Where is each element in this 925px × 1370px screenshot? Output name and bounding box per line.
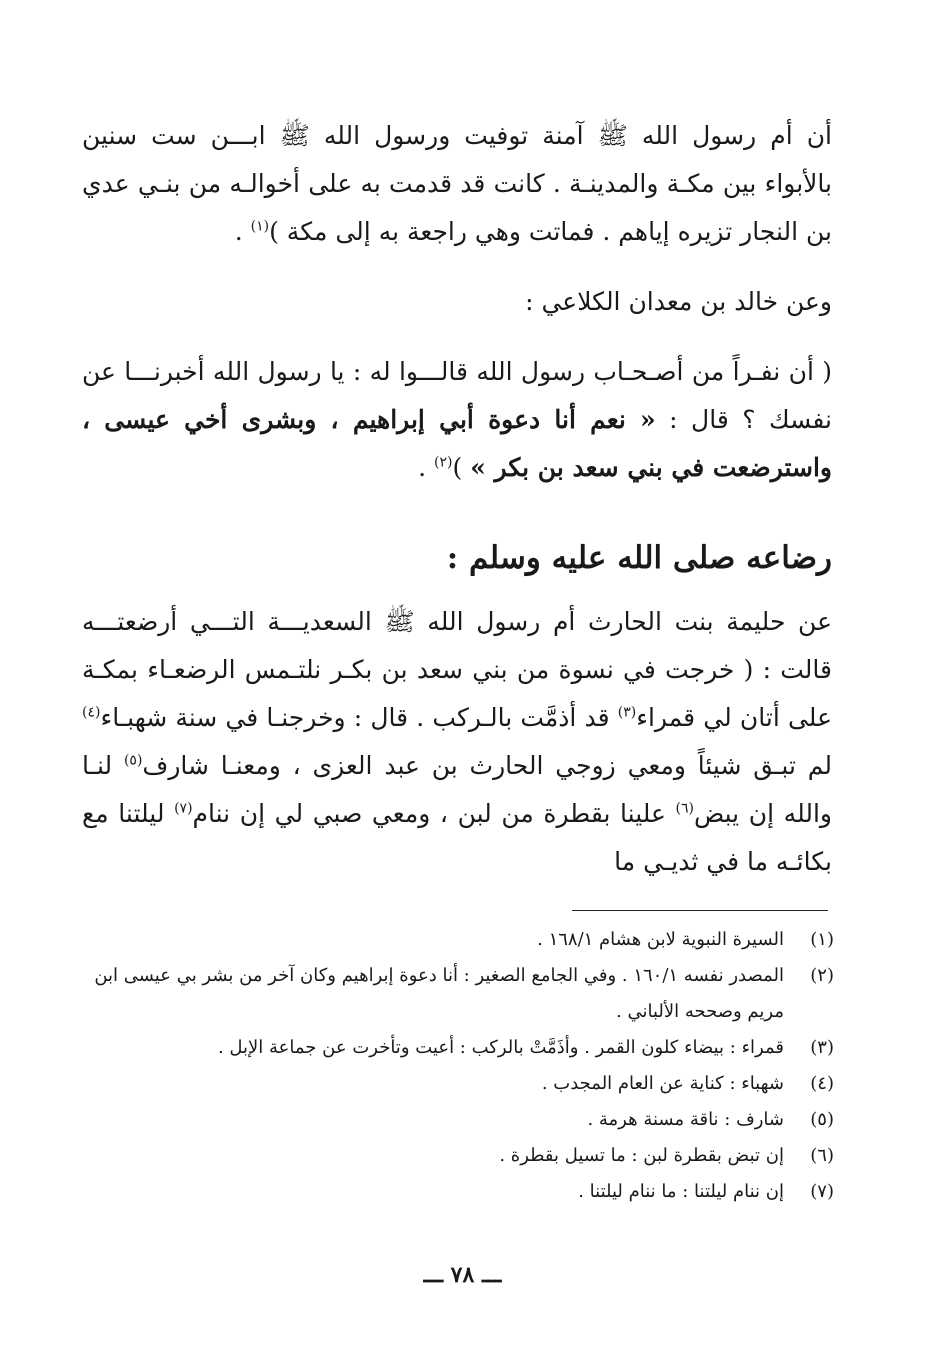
halima-text-c: لم تبـق شيئاً ومعي زوجي الحارث بن عبد العزى ، ومعنـا شارف — [142, 751, 832, 780]
halima-text-e: علينا بقطرة من لبن ، ومعي صبي لي إن ننام — [192, 799, 676, 828]
footnote-number: (٢) — [810, 965, 834, 986]
hadith-close: ) — [452, 453, 471, 482]
page-number: ـــ ٧٨ ـــ — [423, 1262, 502, 1288]
footnote-number: (٦) — [810, 1145, 834, 1166]
footnote-text: قمراء : بيضاء كلون القمر . وأذَمَّتْ بالركب : أعيت وتأخرت عن جماعة الإبل . — [217, 1037, 784, 1058]
footnote-number: (٧) — [810, 1181, 834, 1202]
footnote-4 — [82, 1066, 834, 1102]
footnote-7 — [82, 1174, 834, 1210]
footnote-ref-5[interactable]: (٥) — [123, 752, 143, 769]
footnote-ref-7[interactable]: (٧) — [174, 800, 193, 817]
footnote-number: (٥) — [810, 1109, 834, 1130]
paragraph-khalid-intro: وعن خالد بن معدان الكلاعي : — [525, 287, 832, 316]
footnote-divider — [572, 910, 828, 911]
footnote-text: إن ننام ليلتنا : ما ننام ليلتنا . — [578, 1181, 784, 1202]
footnote-text: السيرة النبوية لابن هشام ١٦٨/١ . — [537, 929, 784, 950]
footnote-3 — [82, 1030, 834, 1066]
hadith-text: ( أن نفـراً من أصـحـاب رسول الله قالـــوا له : يا رسول الله أخبرنـــا عن نفسك ؟ قال : — [82, 357, 832, 434]
footnote-5 — [82, 1102, 834, 1138]
footnote-ref-3[interactable]: (٣) — [617, 704, 637, 721]
paragraph-amina — [82, 112, 832, 256]
footnotes — [82, 922, 834, 1210]
halima-text-b: قد أذمَّت بالـركب . قال : وخرجنـا في سنة شهبـاء — [100, 703, 618, 732]
footnote-number: (٤) — [810, 1073, 834, 1094]
footnote-ref-2[interactable]: (٢) — [434, 454, 453, 471]
footnote-ref-1[interactable]: (١) — [250, 218, 270, 235]
paragraph-halima — [82, 598, 832, 886]
paragraph-amina-text: أن أم رسول الله ﷺ آمنة توفيت ورسول الله ﷺ ابـــن ست سنين بالأبواء بين مكـة والمدينـة . كانت قد قدمت به على أخوالـه من بنـي عدي بن النجار تزيره إياهم . فماتت وهي راجعة به إلى مكة ) — [82, 121, 832, 246]
footnote-6 — [82, 1138, 834, 1174]
footnote-text: شارف : ناقة مسنة هرمة . — [587, 1109, 784, 1130]
footnote-ref-6[interactable]: (٦) — [675, 800, 695, 817]
paragraph-amina-end: . — [234, 217, 251, 246]
footnote-text: إن تبض بقطرة لبن : ما تسيل بقطرة . — [499, 1145, 784, 1166]
footnote-2 — [82, 958, 834, 1030]
footnote-1 — [82, 922, 834, 958]
footnote-ref-4[interactable]: (٤) — [82, 704, 101, 721]
halima-text-d: لنـا والله إن يبض — [82, 751, 832, 828]
halima-text-f: ليلتنا مع بكائـه ما في ثديـي ما — [82, 799, 832, 876]
footnote-number: (٣) — [810, 1037, 834, 1058]
section-heading: رضاعه صلى الله عليه وسلم : — [446, 540, 832, 576]
main-text — [82, 112, 832, 886]
hadith-end: . — [418, 453, 435, 482]
footnote-number: (١) — [810, 929, 834, 950]
hadith-quote: « نعم أنا دعوة أبي إبراهيم ، وبشرى أخي عيسى ، واسترضعت في بني سعد بن بكر » — [82, 405, 832, 482]
halima-text-a: عن حليمة بنت الحارث أم رسول الله ﷺ السعديـــة التـــي أرضعتـــه قالت : ( خرجت في نسوة من بني سعد بن بكـر نلتـمس الرضعـاء بمكـة على أتان لي قمراء — [82, 607, 833, 732]
footnote-text: شهباء : كناية عن العام المجدب . — [541, 1073, 784, 1094]
paragraph-hadith — [82, 348, 832, 492]
footnote-text: المصدر نفسه ١٦٠/١ . وفي الجامع الصغير : أنا دعوة إبراهيم وكان آخر من بشر بي عيسى ابن مريم وصححه الألباني . — [94, 965, 784, 1022]
